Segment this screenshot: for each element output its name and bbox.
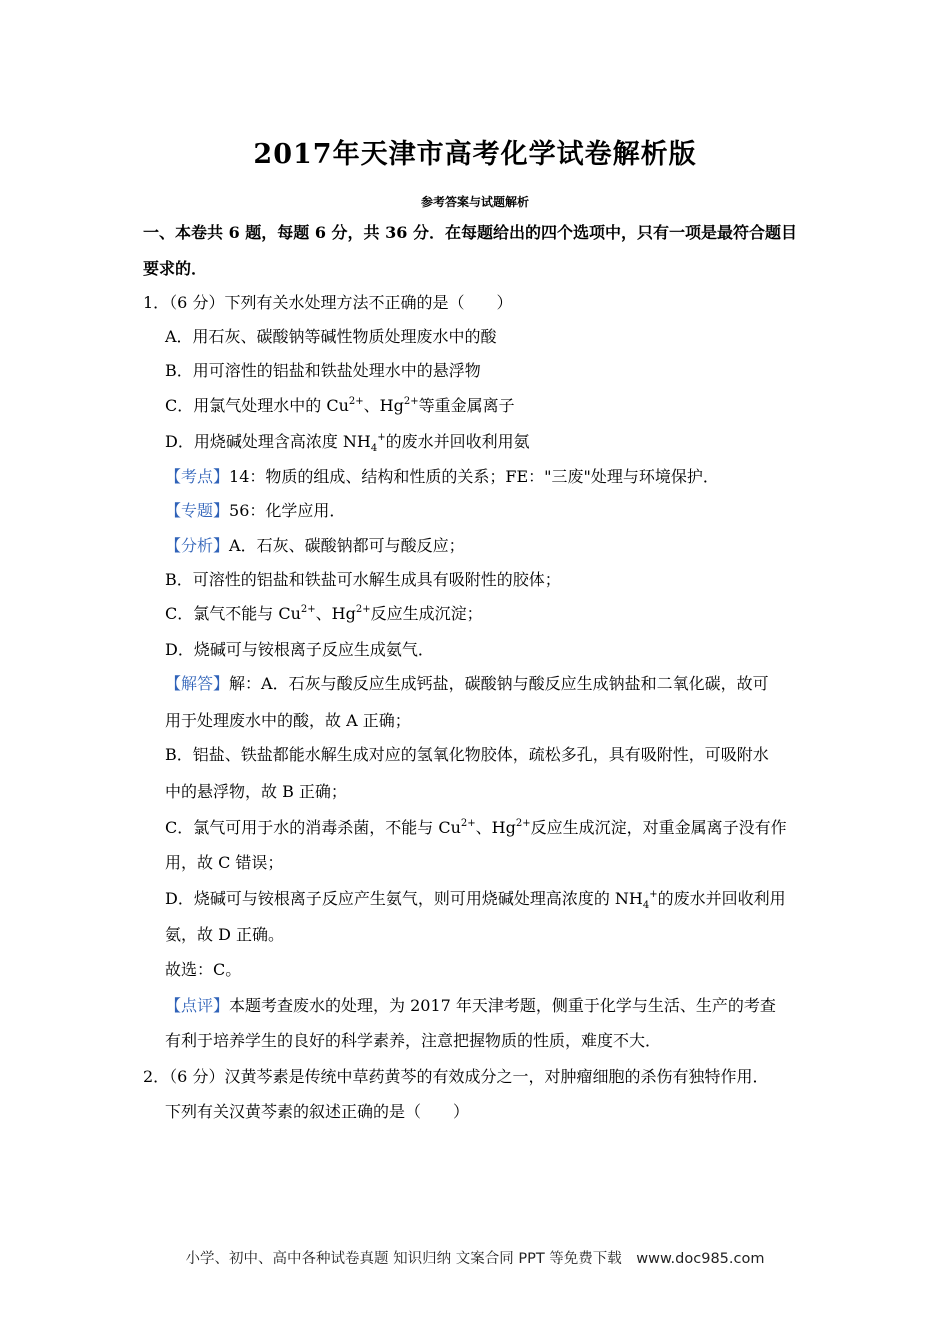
jieda-tag: 【解答】 <box>165 674 230 693</box>
page-title: 2017年天津市高考化学试卷解析版 <box>253 139 697 170</box>
zhuanti-line: 【专题】56：化学应用． <box>165 501 346 520</box>
fenxi-line-b: B．可溶性的铝盐和铁盐可水解生成具有吸附性的胶体； <box>165 570 561 589</box>
section-instruction-line2: 要求的． <box>143 259 208 278</box>
question-2-stem-line1: 2．（6 分）汉黄芩素是传统中草药黄芩的有效成分之一，对肿瘤细胞的杀伤有独特作用． <box>143 1067 769 1086</box>
section-instruction-line1: 一、本卷共 6 题，每题 6 分，共 36 分．在每题给出的四个选项中，只有一项是最符合题目 <box>143 223 797 242</box>
dianping-line-2: 有利于培养学生的良好的科学素养，注意把握物质的性质，难度不大． <box>165 1031 662 1050</box>
fenxi-line-c: C．氯气不能与 $Cu^{2+}$、$Hg^{2+}$反应生成沉淀； <box>165 604 483 623</box>
question-1-option-c: C．用氯气处理水中的 $Cu^{2+}$、$Hg^{2+}$等重金属离子 <box>165 396 515 415</box>
question-2-stem-line2: 下列有关汉黄芩素的叙述正确的是（ ） <box>165 1102 470 1121</box>
jieda-line-a2: 用于处理废水中的酸，故 A 正确； <box>165 711 411 730</box>
fenxi-line-d: D．烧碱可与铵根离子反应生成氨气． <box>165 640 434 659</box>
question-1-option-a: A．用石灰、碳酸钠等碱性物质处理废水中的酸 <box>165 327 497 346</box>
jieda-line-c1: C．氯气可用于水的消毒杀菌，不能与 $Cu^{2+}$、$Hg^{2+}$反应生成沉淀，对重金属离子没有作 <box>165 818 787 837</box>
question-1-option-d: D．用烧碱处理含高浓度 $NH_4^+$的废水并回收利用氨 <box>165 432 530 455</box>
jieda-line-c2: 用，故 C 错误； <box>165 853 284 872</box>
kaodian-tag: 【考点】 <box>165 467 230 486</box>
jieda-line-b2: 中的悬浮物，故 B 正确； <box>165 782 347 801</box>
fenxi-tag: 【分析】 <box>165 536 230 555</box>
kaodian-line: 【考点】14：物质的组成、结构和性质的关系；FE："三废"处理与环境保护． <box>165 467 719 486</box>
question-1-option-b: B．用可溶性的铝盐和铁盐处理水中的悬浮物 <box>165 361 481 380</box>
dianping-tag: 【点评】 <box>165 996 230 1015</box>
question-1-stem: 1．（6 分）下列有关水处理方法不正确的是（ ） <box>143 293 513 312</box>
jieda-line-b1: B．铝盐、铁盐都能水解生成对应的氢氧化物胶体，疏松多孔，具有吸附性，可吸附水 <box>165 745 769 764</box>
jieda-choice: 故选：C。 <box>165 960 242 979</box>
zhuanti-tag: 【专题】 <box>165 501 230 520</box>
fenxi-line-a: 【分析】A．石灰、碳酸钠都可与酸反应； <box>165 536 465 555</box>
dianping-line-1: 【点评】本题考查废水的处理，为 2017 年天津考题，侧重于化学与生活、生产的考查 <box>165 996 776 1015</box>
jieda-line-d2: 氨，故 D 正确。 <box>165 925 285 944</box>
footer-banner: 小学、初中、高中各种试卷真题 知识归纳 文案合同 PPT 等免费下载 www.doc985.com <box>185 1251 765 1267</box>
jieda-line-d1: D．烧碱可与铵根离子反应产生氨气，则可用烧碱处理高浓度的 $NH_4^+$的废水并回收利用 <box>165 889 786 912</box>
page-subtitle: 参考答案与试题解析 <box>420 195 529 209</box>
jieda-line-a1: 【解答】解：A．石灰与酸反应生成钙盐，碳酸钠与酸反应生成钠盐和二氧化碳，故可 <box>165 674 769 693</box>
